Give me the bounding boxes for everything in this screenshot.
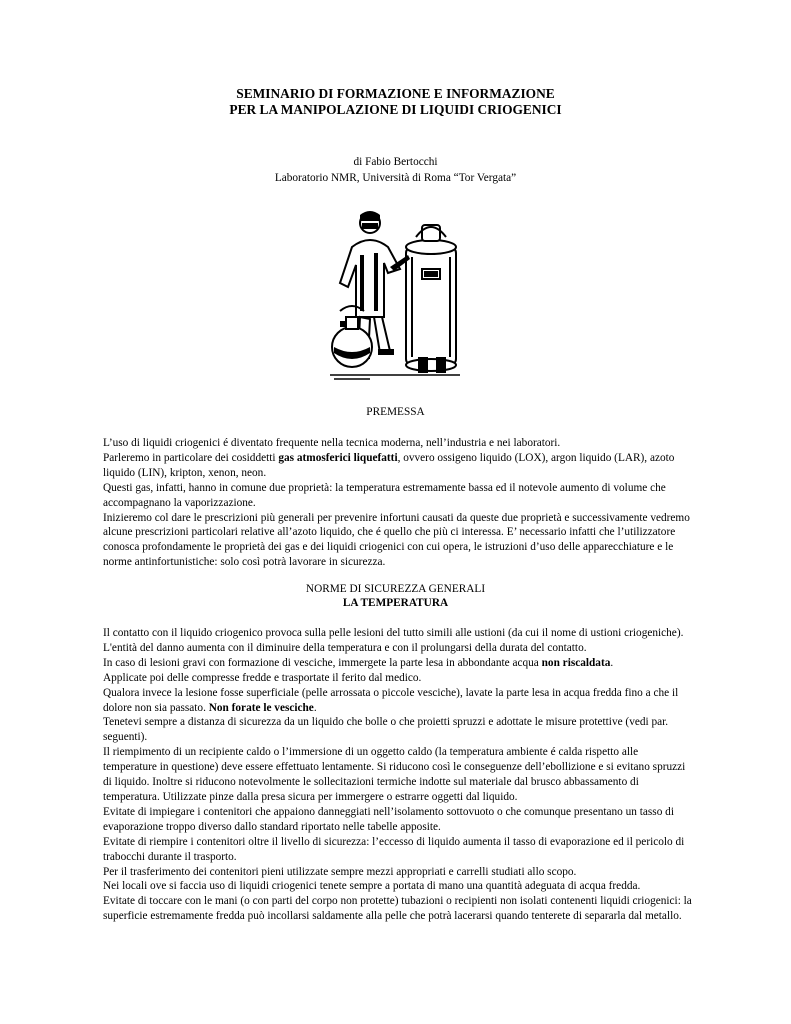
bold-emphasis: gas atmosferici liquefatti	[278, 451, 398, 464]
paragraph: Inizieremo col dare le prescrizioni più generali per prevenire infortuni causati da queste due proprietà e successivamente vedremo alcune prescrizioni particolari relative all’azoto liquido, che é quello che più ci interessa. E’ necessario infatti che l’utilizzatore conosca profondamente le proprietà dei gas e dei liquidi criogenici con cui opera, le istruzioni d’uso delle apparecchiature e le norme antinfortunistiche: solo così potrà lavorare in sicurezza.	[103, 511, 690, 569]
paragraph: Il contatto con il liquido criogenico provoca sulla pelle lesioni del tutto simili alle ustioni (da cui il nome di ustioni criogeniche).	[103, 627, 684, 639]
paragraph: Questi gas, infatti, hanno in comune due proprietà: la temperatura estremamente bassa ed il notevole aumento di volume che accompagnano la vaporizzazione.	[103, 481, 666, 509]
bold-emphasis: non riscaldata	[541, 656, 611, 669]
paragraph: Evitate di impiegare i contenitori che appaiono danneggiati nell’isolamento sottovuoto o che comunque presentano un tasso di evaporazione troppo diverso dallo standard riportato nelle tabelle apposite.	[103, 805, 674, 833]
section-temperatura-subheading: LA TEMPERATURA	[342, 597, 449, 609]
paragraph: Evitate di riempire i contenitori oltre il livello di sicurezza: l’eccesso di liquido aumenta il tasso di evaporazione ed il pericolo di trabocchi durante il trasporto.	[103, 835, 685, 863]
document-title	[0, 86, 791, 118]
title-line-2: PER LA MANIPOLAZIONE DI LIQUIDI CRIOGENICI	[229, 102, 562, 117]
paragraph: Evitate di toccare con le mani (o con parti del corpo non protette) tubazioni o recipienti non isolati contenenti liquidi criogenici: la superficie estremamente fredda può incollarsi saldamente alla pelle che potrà lacerarsi quando tenterete di separarla dal metallo.	[103, 895, 692, 923]
paragraph: Parleremo in particolare dei cosiddetti gas atmosferici liquefatti, ovvero ossigeno liquido (LOX), argon liquido (LAR), azoto liquido (LIN), kripton, xenon, neon.	[103, 451, 675, 479]
title-line-1: SEMINARIO DI FORMAZIONE E INFORMAZIONE	[236, 86, 555, 101]
section-temperatura-body	[103, 626, 693, 924]
bold-emphasis: Non forate le vesciche	[208, 701, 314, 714]
paragraph: Tenetevi sempre a distanza di sicurezza da un liquido che bolle o che proietti spruzzi e adottate le misure protettive (vedi par. seguenti).	[103, 716, 669, 744]
section-norme-heading: NORME DI SICUREZZA GENERALI	[305, 583, 486, 595]
author-affiliation: Laboratorio NMR, Università di Roma “Tor Vergata”	[274, 172, 517, 184]
paragraph: Nei locali ove si faccia uso di liquidi criogenici tenete sempre a portata di mano una quantità adeguata di acqua fredda.	[103, 880, 641, 893]
paragraph: Applicate poi delle compresse fredde e trasportate il ferito dal medico.	[103, 671, 422, 684]
section-premessa-body	[103, 436, 693, 570]
paragraph: In caso di lesioni gravi con formazione di vesciche, immergete la parte lesa in abbondante acqua non riscaldata.	[103, 656, 614, 669]
paragraph: Il riempimento di un recipiente caldo o l’immersione di un oggetto caldo (la temperatura ambiente é calda rispetto alle temperature in questione) deve essere effettuato lentamente. Si riducono così le conseguenze dell’ebollizione e si evitano spruzzi di liquido. Inoltre si riducono notevolmente le sollecitazioni termiche indotte sul materiale dal brusco abbassamento di temperatura. Utilizzate pinze dalla presa sicura per immergere o estrarre oggetti dal liquido.	[103, 746, 686, 803]
section-premessa-heading: PREMESSA	[366, 406, 425, 418]
paragraph: Per il trasferimento dei contenitori pieni utilizzate sempre mezzi appropriati e carrelli studiati allo scopo.	[103, 865, 577, 878]
author-block	[0, 154, 791, 186]
author-name: di Fabio Bertocchi	[353, 156, 438, 168]
paragraph: L'entità del danno aumenta con il diminuire della temperatura e con il prolungarsi della durata del contatto.	[103, 641, 587, 654]
paragraph: L’uso di liquidi criogenici é diventato frequente nella tecnica moderna, nell’industria e nei laboratori.	[103, 437, 561, 449]
paragraph: Qualora invece la lesione fosse superficiale (pelle arrossata o piccole vesciche), lavate la parte lesa in acqua fredda fino a che il dolore non sia passato. Non forate le vesciche.	[103, 686, 679, 714]
worker-with-cryogenic-dewars-illustration	[330, 207, 460, 383]
